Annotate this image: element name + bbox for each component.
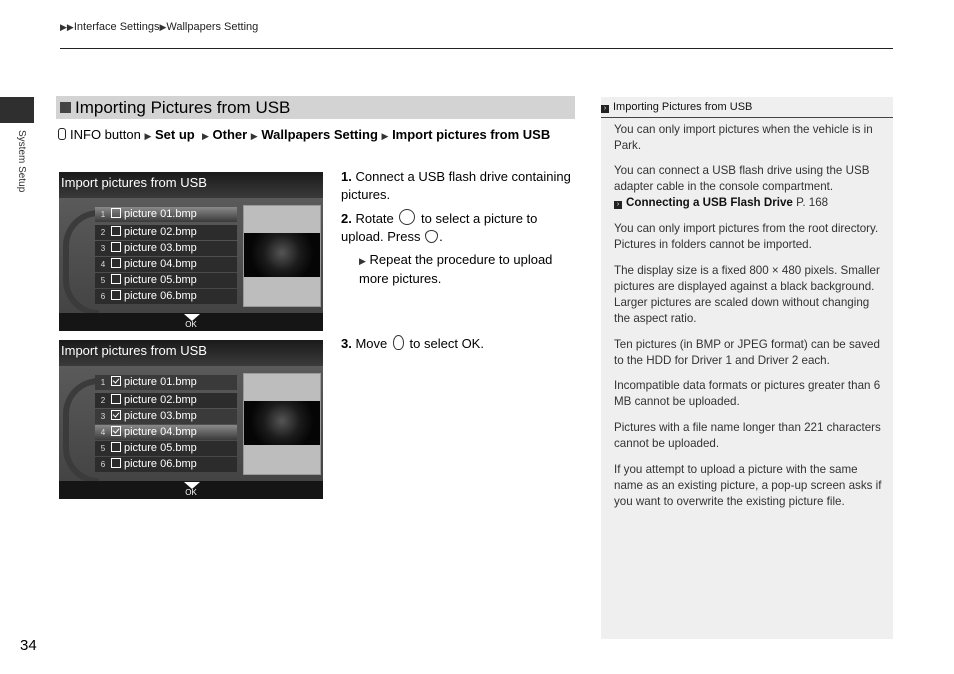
triangle-icon: ▶	[359, 256, 366, 266]
sidebar-note: The display size is a fixed 800 × 480 pixels. Smaller pictures are displayed against a black background. Larger pictures are scaled down without changing the aspect ratio.	[614, 264, 880, 325]
row-label: picture 06.bmp	[124, 290, 197, 302]
step-text: Rotate	[355, 211, 394, 226]
section-title: Importing Pictures from USB	[75, 98, 291, 117]
picture-row[interactable]	[95, 225, 237, 240]
checkbox-checked-icon[interactable]	[111, 426, 121, 436]
rotate-dial-icon	[399, 209, 415, 225]
picture-row[interactable]	[95, 393, 237, 408]
checkbox-icon[interactable]	[111, 458, 121, 468]
substep-text: Repeat the procedure to upload more pictures.	[359, 252, 553, 286]
step-number: 3.	[341, 336, 352, 351]
row-label: picture 05.bmp	[124, 274, 197, 286]
picture-preview	[243, 205, 321, 307]
screen-title: Import pictures from USB	[59, 172, 323, 198]
triangle-icon: ▶	[250, 131, 258, 141]
screen-import-pictures-1	[59, 172, 323, 331]
step-text: to select a picture to upload. Press	[341, 211, 538, 244]
reference-icon: ›	[601, 105, 609, 113]
row-label: picture 02.bmp	[124, 394, 197, 406]
step-1	[341, 168, 581, 204]
sidebar-title: Importing Pictures from USB	[613, 101, 753, 113]
page-number: 34	[20, 637, 37, 654]
row-number: 3	[100, 244, 106, 253]
triangle-icon: ▶	[144, 131, 152, 141]
picture-row[interactable]	[95, 289, 237, 304]
header-divider	[60, 48, 893, 49]
screen-body	[59, 198, 323, 313]
checkbox-checked-icon[interactable]	[111, 410, 121, 420]
row-number: 1	[100, 378, 106, 387]
picture-row[interactable]	[95, 457, 237, 472]
row-number: 2	[100, 228, 106, 237]
ok-label: OK	[461, 336, 481, 351]
square-bullet-icon	[60, 102, 71, 113]
row-number: 4	[100, 260, 106, 269]
screen-body	[59, 366, 323, 481]
dial-arc-decoration	[63, 378, 99, 484]
triangle-icon: ▶▶	[60, 22, 74, 32]
picture-row[interactable]	[95, 241, 237, 256]
row-number: 2	[100, 396, 106, 405]
breadcrumb	[60, 21, 258, 33]
section-heading	[56, 96, 575, 119]
row-label: picture 06.bmp	[124, 458, 197, 470]
step-3	[341, 335, 581, 353]
ok-strip	[59, 313, 323, 331]
ok-button[interactable]: OK	[185, 320, 197, 329]
dial-arc-decoration	[63, 210, 99, 316]
sidebar-note-text: You can connect a USB flash drive using the USB adapter cable in the console compartment.	[614, 164, 870, 193]
sidebar-note: You can only import pictures when the vehicle is in Park.	[614, 123, 873, 152]
xref-page[interactable]: P. 168	[796, 196, 829, 209]
picture-preview	[243, 373, 321, 475]
nav-step: Import pictures from USB	[392, 127, 551, 142]
row-number: 6	[100, 292, 106, 301]
checkbox-icon[interactable]	[111, 442, 121, 452]
row-label: picture 01.bmp	[124, 376, 197, 388]
voice-icon	[58, 128, 66, 140]
picture-row[interactable]	[95, 207, 237, 222]
sidebar-note: You can only import pictures from the root directory. Pictures in folders cannot be imported.	[614, 222, 879, 251]
side-tab-marker	[0, 97, 34, 123]
row-number: 1	[100, 210, 106, 219]
sidebar-note: If you attempt to upload a picture with the same name as an existing picture, a pop-up screen asks if you want to overwrite the existing picture file.	[614, 463, 882, 508]
ok-strip	[59, 481, 323, 499]
triangle-icon: ▶	[159, 22, 167, 32]
nav-step: Wallpapers Setting	[261, 127, 378, 142]
step-text: Connect a USB flash drive containing pictures.	[341, 169, 571, 202]
row-number: 4	[100, 428, 106, 437]
row-number: 5	[100, 444, 106, 453]
row-number: 6	[100, 460, 106, 469]
row-label: picture 02.bmp	[124, 226, 197, 238]
picture-row[interactable]	[95, 257, 237, 272]
checkbox-icon[interactable]	[111, 208, 121, 218]
checkbox-icon[interactable]	[111, 242, 121, 252]
screen-title: Import pictures from USB	[59, 340, 323, 366]
step-2	[341, 209, 581, 246]
row-label: picture 04.bmp	[124, 426, 197, 438]
nav-start: INFO button	[70, 127, 141, 142]
checkbox-checked-icon[interactable]	[111, 376, 121, 386]
side-tab-label: System Setup	[16, 130, 27, 193]
row-number: 3	[100, 412, 106, 421]
nav-path	[58, 126, 578, 145]
step-number: 2.	[341, 211, 352, 226]
step-number: 1.	[341, 169, 352, 184]
screen-import-pictures-2	[59, 340, 323, 499]
nav-step: Other	[212, 127, 248, 142]
breadcrumb-item[interactable]: Wallpapers Setting	[166, 21, 259, 33]
sidebar-note: Pictures with a file name longer than 221 characters cannot be uploaded.	[614, 421, 881, 450]
step-text: .	[480, 336, 484, 351]
sidebar-header	[601, 97, 893, 118]
step-text: Move	[355, 336, 388, 351]
row-label: picture 04.bmp	[124, 258, 197, 270]
row-label: picture 03.bmp	[124, 410, 197, 422]
xref-link[interactable]: Connecting a USB Flash Drive	[626, 196, 793, 209]
press-dial-icon	[425, 230, 438, 243]
checkbox-icon[interactable]	[111, 258, 121, 268]
picture-row[interactable]	[95, 409, 237, 424]
picture-row[interactable]	[95, 441, 237, 456]
row-number: 5	[100, 276, 106, 285]
preview-image	[244, 401, 320, 445]
nav-step: Set up	[154, 127, 195, 142]
sidebar-note	[614, 163, 884, 211]
row-label: picture 05.bmp	[124, 442, 197, 454]
picture-row[interactable]	[95, 375, 237, 390]
ok-button[interactable]: OK	[185, 488, 197, 497]
picture-row[interactable]	[95, 425, 237, 440]
step-text: to select	[409, 336, 458, 351]
step-text: .	[439, 229, 443, 244]
sidebar-note: Ten pictures (in BMP or JPEG format) can be saved to the HDD for Driver 1 and Driver 2 each.	[614, 338, 880, 367]
triangle-icon: ▶	[381, 131, 389, 141]
move-dial-down-icon	[393, 335, 404, 350]
sidebar-note: Incompatible data formats or pictures greater than 6 MB cannot be uploaded.	[614, 379, 881, 408]
reference-icon: ›	[614, 201, 622, 209]
row-label: picture 03.bmp	[124, 242, 197, 254]
checkbox-icon[interactable]	[111, 226, 121, 236]
step-2-substep	[359, 251, 581, 288]
preview-image	[244, 233, 320, 277]
breadcrumb-item[interactable]: Interface Settings	[73, 21, 160, 33]
checkbox-icon[interactable]	[111, 394, 121, 404]
row-label: picture 01.bmp	[124, 208, 197, 220]
checkbox-icon[interactable]	[111, 274, 121, 284]
picture-row[interactable]	[95, 273, 237, 288]
triangle-icon: ▶	[201, 131, 209, 141]
checkbox-icon[interactable]	[111, 290, 121, 300]
